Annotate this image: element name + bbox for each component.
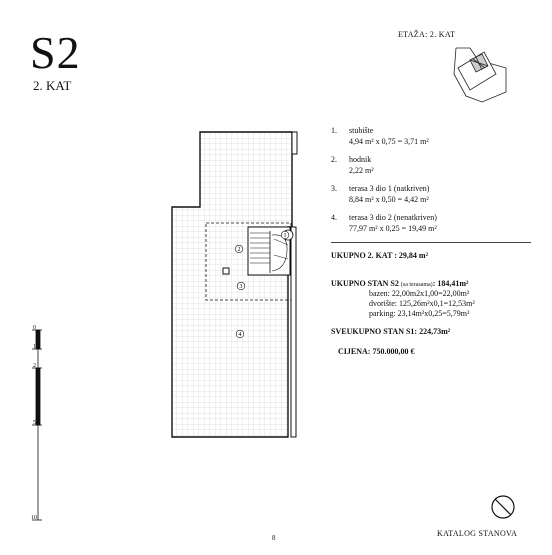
scale-tick-5: 5 [33, 420, 36, 426]
total-floor-area: UKUPNO 2. KAT : 29,84 m² [331, 251, 428, 260]
yard-area: dvorište: 125,26m²x0,1=12,53m² [369, 299, 475, 308]
scale-tick-10: 10 [31, 515, 37, 521]
legend-detail: 2,22 m² [349, 166, 374, 175]
room-legend [331, 126, 541, 236]
divider [331, 242, 531, 243]
total-unit-area [331, 279, 468, 288]
price: CIJENA: 750.000,00 € [338, 347, 415, 356]
page-number: 8 [272, 534, 276, 542]
total-unit-label: UKUPNO STAN S2 [331, 279, 399, 288]
total-unit-note: (sa terasama) [400, 282, 433, 288]
scale-tick-2: 2 [33, 363, 36, 369]
legend-title: terasa 3 dio 2 (nenatkriven) [349, 213, 437, 222]
floor-indicator: ETAŽA: 2. KAT [398, 30, 456, 39]
legend-title: terasa 3 dio 1 (natkriven) [349, 184, 430, 193]
pool-area: bazen: 22,00m2x1,00=22,00m² [369, 289, 470, 298]
grand-total-area: SVEUKUPNO STAN S1: 224,73m² [331, 327, 451, 336]
legend-title: stubište [349, 126, 374, 135]
catalog-title: KATALOG STANOVA [437, 529, 518, 538]
north-arrow-icon [489, 493, 517, 521]
legend-number: 4. [331, 213, 337, 222]
plan-label-3: 3 [239, 284, 243, 290]
plan-label-1: 1 [283, 233, 287, 239]
legend-number: 2. [331, 155, 337, 164]
legend-detail: 4,94 m² x 0,75 = 3,71 m² [349, 137, 429, 146]
plan-label-4: 4 [238, 332, 242, 338]
floor-label: 2. KAT [33, 78, 72, 93]
scale-tick-0: 0 [33, 325, 36, 331]
parking-area: parking: 23,14m²x0,25=5,79m² [369, 309, 470, 318]
scale-bar [28, 320, 48, 525]
total-unit-value: : 184,41m² [432, 279, 469, 288]
unit-code-title: S2 [30, 27, 81, 78]
legend-title: hodnik [349, 155, 372, 164]
plan-label-2: 2 [237, 247, 241, 253]
legend-number: 3. [331, 184, 337, 193]
floor-plan [160, 127, 310, 445]
scale-tick-1: 1 [33, 344, 36, 350]
legend-number: 1. [331, 126, 337, 135]
legend-detail: 8,84 m² x 0,50 = 4,42 m² [349, 195, 429, 204]
legend-detail: 77,97 m² x 0,25 = 19,49 m² [349, 224, 437, 233]
site-key-map [448, 44, 510, 106]
